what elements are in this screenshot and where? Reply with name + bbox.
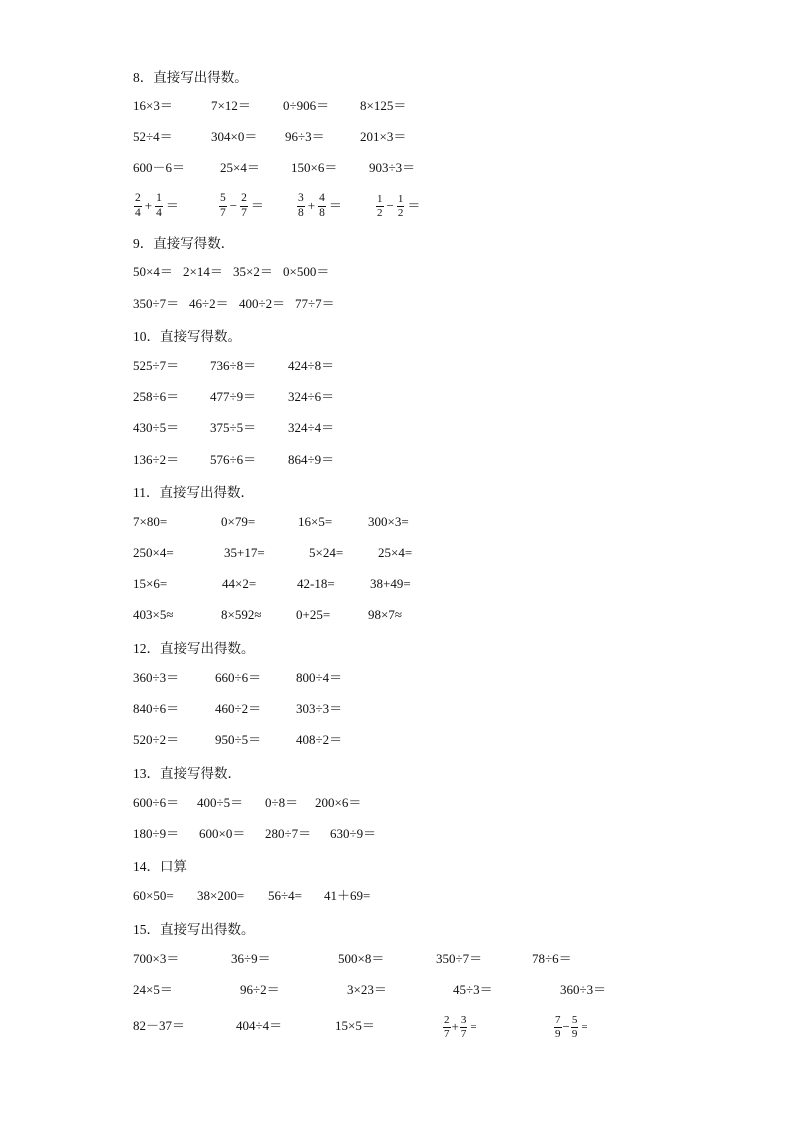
problem: 15×5＝ (335, 1018, 375, 1033)
problem: 44×2= (222, 576, 257, 591)
problem: 350÷7＝ (133, 296, 180, 311)
problem: 41＋69= (324, 888, 371, 903)
problem: 460÷2＝ (215, 701, 262, 716)
section-13-title: 13．直接写得数． (133, 766, 241, 781)
problem: 16×3＝ (133, 98, 173, 113)
problem: 0÷8＝ (265, 795, 299, 810)
problem: 35+17= (224, 545, 265, 560)
section-10-title: 10．直接写得数。 (133, 329, 241, 344)
problem: 700×3＝ (133, 951, 180, 966)
problem: 280÷7＝ (265, 826, 312, 841)
problem: 45÷3＝ (453, 982, 493, 997)
problem: 864÷9＝ (288, 452, 335, 467)
problem: 500×8＝ (338, 951, 385, 966)
problem: 400÷5＝ (197, 795, 244, 810)
problem: 50×4＝ (133, 264, 173, 279)
problem: 78÷6＝ (532, 951, 572, 966)
problem: 477÷9＝ (210, 389, 257, 404)
problem: 576÷6＝ (210, 452, 257, 467)
problem: 525÷7＝ (133, 358, 180, 373)
problem: 430÷5＝ (133, 420, 180, 435)
problem: 36÷9＝ (231, 951, 271, 966)
problem: 403×5≈ (133, 607, 174, 622)
problem: 350÷7＝ (436, 951, 483, 966)
problem: 3×23＝ (347, 982, 387, 997)
problem: 35×2＝ (233, 264, 273, 279)
problem: 304×0＝ (211, 129, 258, 144)
problem: 800÷4＝ (296, 670, 343, 685)
problem: 7×80= (133, 514, 168, 529)
problem: 600－6＝ (133, 160, 186, 175)
problem: 136÷2＝ (133, 452, 180, 467)
problem: 96÷2＝ (240, 982, 280, 997)
section-8-title: 8．直接写出得数。 (133, 70, 248, 85)
problem: 7×12＝ (211, 98, 251, 113)
problem: 840÷6＝ (133, 701, 180, 716)
fraction-problem: $\frac{1}{2}$ − $\frac{1}{2}$ ＝ (377, 192, 421, 219)
problem: 98×7≈ (368, 607, 402, 622)
problem: 52÷4＝ (133, 129, 173, 144)
problem: 46÷2＝ (189, 296, 229, 311)
problem: 82－37＝ (133, 1018, 186, 1033)
problem: 950÷5＝ (215, 732, 262, 747)
problem: 424÷8＝ (288, 358, 335, 373)
section-14-title: 14．口算 (133, 859, 187, 874)
fraction-problem: $\frac{7}{9}$ − $\frac{5}{9}$ = (555, 1013, 588, 1040)
problem: 360÷3＝ (560, 982, 607, 997)
section-9-title: 9．直接写得数． (133, 236, 235, 251)
problem: 660÷6＝ (215, 670, 262, 685)
problem: 0+25= (296, 607, 331, 622)
problem: 300×3= (368, 514, 409, 529)
problem: 0×79= (221, 514, 256, 529)
fraction-problem: $\frac{2}{4}$ + $\frac{1}{4}$ ＝ (135, 192, 179, 219)
problem: 5×24= (309, 545, 344, 560)
problem: 360÷3＝ (133, 670, 180, 685)
problem: 2×14＝ (183, 264, 223, 279)
problem: 0×500＝ (283, 264, 330, 279)
problem: 150×6＝ (291, 160, 338, 175)
problem: 404÷4＝ (236, 1018, 283, 1033)
problem: 0÷906＝ (283, 98, 330, 113)
problem: 42-18= (297, 576, 335, 591)
problem: 375÷5＝ (210, 420, 257, 435)
section-15-title: 15．直接写出得数。 (133, 922, 255, 937)
problem: 258÷6＝ (133, 389, 180, 404)
problem: 24×5＝ (133, 982, 173, 997)
problem: 16×5= (298, 514, 333, 529)
problem: 630÷9＝ (330, 826, 377, 841)
problem: 200×6＝ (315, 795, 362, 810)
problem: 324÷4＝ (288, 420, 335, 435)
problem: 8×592≈ (221, 607, 262, 622)
problem: 201×3＝ (360, 129, 407, 144)
fraction-problem: $\frac{3}{8}$ + $\frac{4}{8}$ ＝ (298, 192, 342, 219)
fraction-problem: $\frac{2}{7}$ + $\frac{3}{7}$ = (444, 1013, 477, 1040)
problem: 38×200= (197, 888, 245, 903)
problem: 96÷3＝ (285, 129, 325, 144)
problem: 324÷6＝ (288, 389, 335, 404)
problem: 903÷3＝ (369, 160, 416, 175)
problem: 250×4= (133, 545, 174, 560)
problem: 736÷8＝ (210, 358, 257, 373)
problem: 15×6= (133, 576, 168, 591)
problem: 8×125＝ (360, 98, 407, 113)
problem: 60×50= (133, 888, 174, 903)
section-12-title: 12．直接写出得数。 (133, 641, 255, 656)
fraction-problem: $\frac{5}{7}$ − $\frac{2}{7}$ ＝ (220, 192, 264, 219)
section-11-title: 11．直接写出得数． (133, 485, 254, 500)
problem: 25×4＝ (220, 160, 260, 175)
problem: 520÷2＝ (133, 732, 180, 747)
problem: 180÷9＝ (133, 826, 180, 841)
problem: 25×4= (378, 545, 413, 560)
problem: 400÷2＝ (239, 296, 286, 311)
problem: 408÷2＝ (296, 732, 343, 747)
problem: 303÷3＝ (296, 701, 343, 716)
problem: 600×0＝ (199, 826, 246, 841)
problem: 600÷6＝ (133, 795, 180, 810)
problem: 77÷7＝ (295, 296, 335, 311)
problem: 38+49= (370, 576, 411, 591)
problem: 56÷4= (268, 888, 302, 903)
